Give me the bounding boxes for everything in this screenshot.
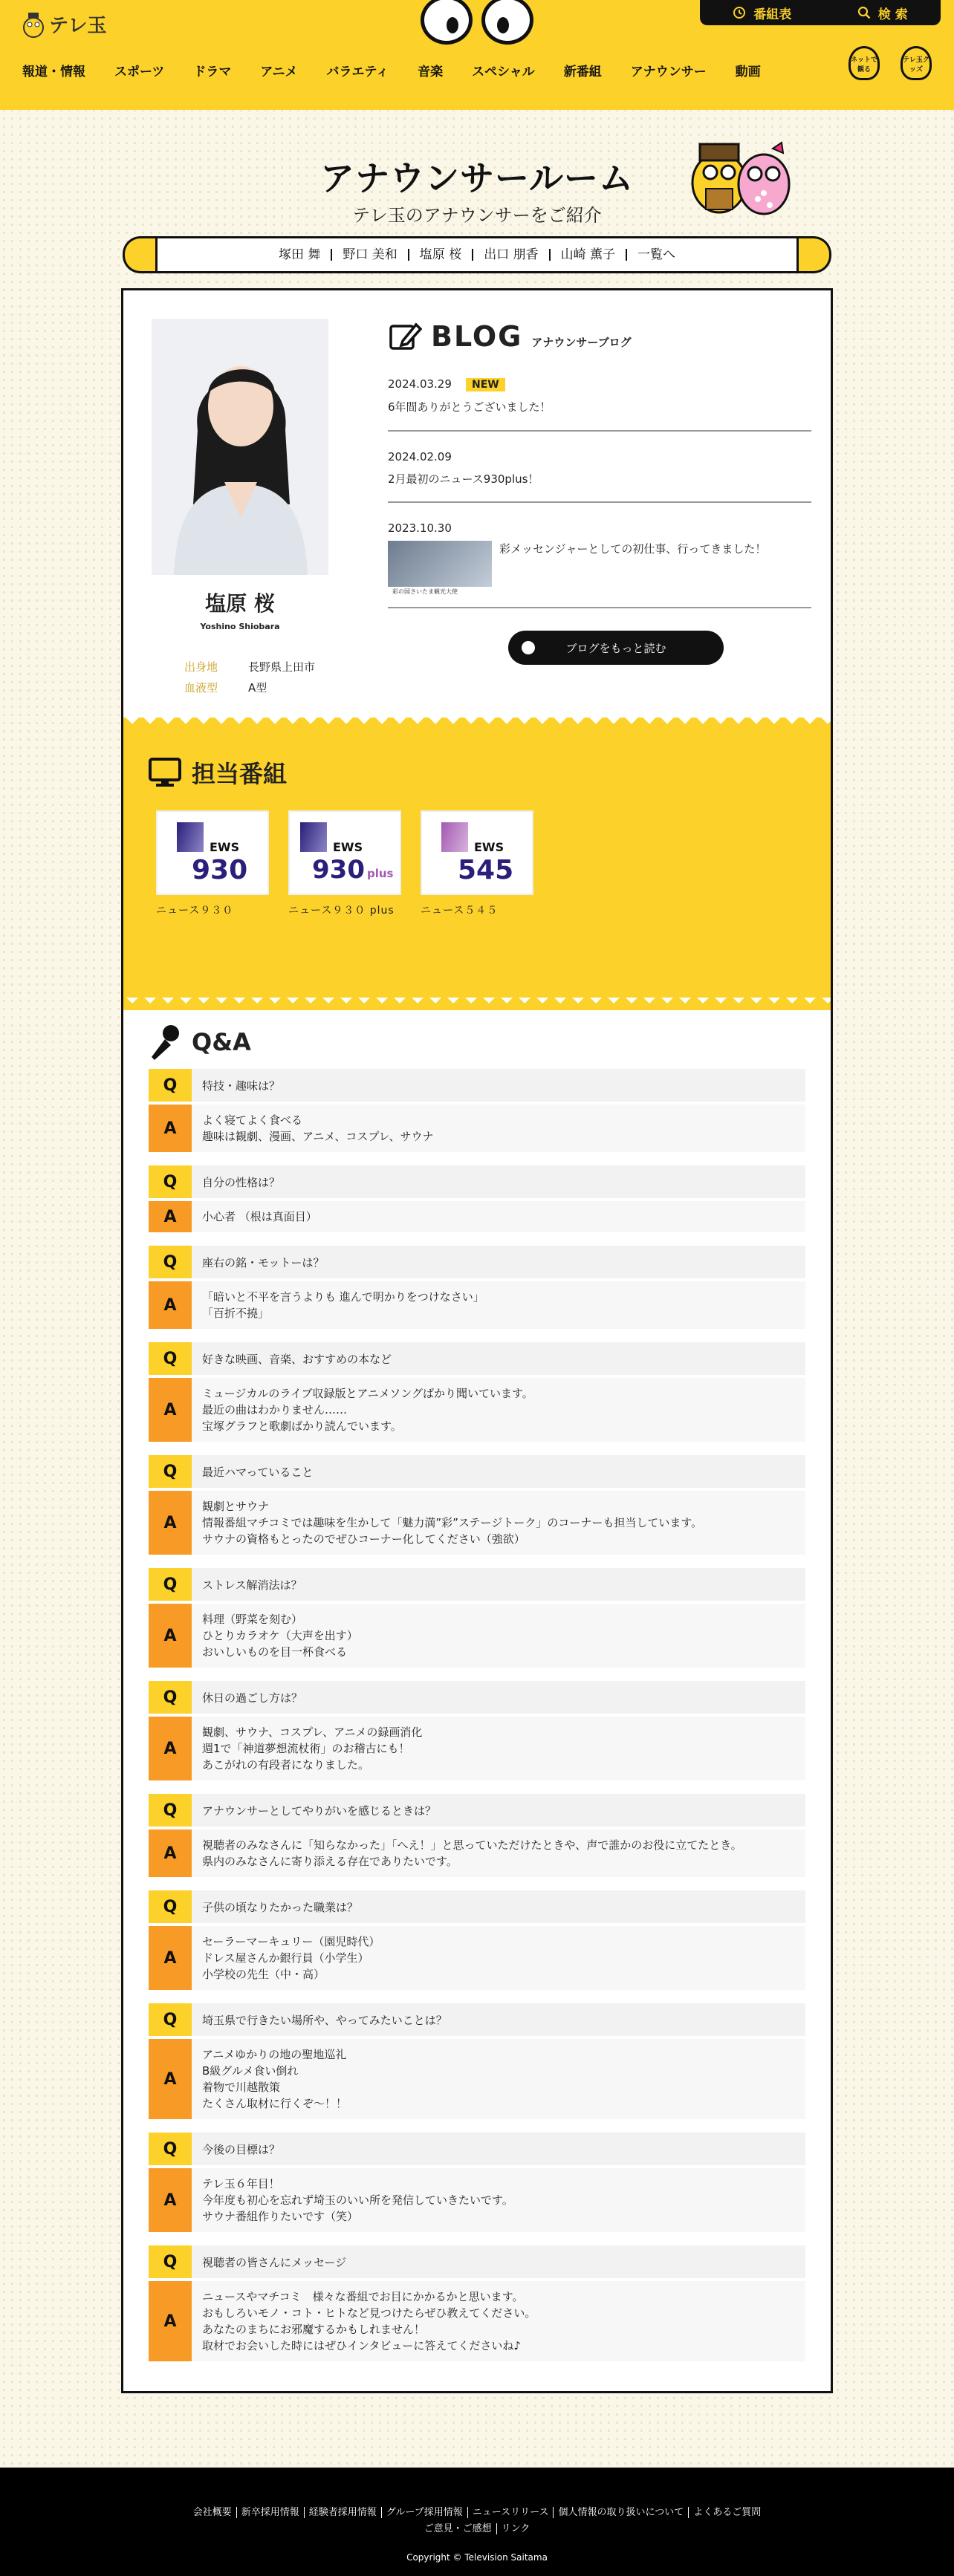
goods-link[interactable] — [901, 46, 932, 80]
announcer-photo — [152, 319, 328, 575]
announcer-mascots-illustration — [687, 131, 794, 223]
watch-online-label: ネットで観る — [851, 56, 878, 74]
footer-link-group[interactable]: グループ採用情報 — [381, 2507, 467, 2518]
tab-deguchi[interactable]: 出口 朋香 — [472, 249, 548, 261]
footer-link-news-release[interactable]: ニュースリリース — [467, 2507, 554, 2518]
blog-entry-date: 2024.02.09 — [388, 450, 452, 464]
question-text: 今後の目標は？ — [202, 2142, 281, 2156]
announcer-tab-list — [155, 236, 799, 273]
qa-section — [123, 998, 831, 2391]
programs-section — [123, 730, 831, 998]
page-title-area — [0, 110, 954, 236]
search-label: 検 索 — [877, 7, 908, 22]
footer-link-privacy[interactable]: 個人情報の取り扱いについて — [553, 2507, 688, 2518]
footer-link-new-grad[interactable]: 新卒採用情報 — [236, 2507, 304, 2518]
answer-tag: A — [149, 1926, 192, 1990]
blog-entry-date: 2023.10.30 — [388, 521, 452, 535]
question-text: アナウンサーとしてやりがいを感じるときは？ — [202, 1803, 437, 1818]
right-eye — [481, 0, 533, 45]
news-930-logo — [156, 810, 269, 895]
tabs-right-cap — [799, 236, 831, 273]
question-text: 休日の過ごし方は？ — [202, 1691, 303, 1705]
header-zigzag-border — [0, 95, 954, 110]
qa-heading — [149, 1023, 251, 1061]
blog-entry-thumbnail — [388, 541, 492, 597]
announcer-name-en: Yoshino Shiobara — [200, 622, 280, 631]
blood-type-value: A型 — [248, 681, 267, 695]
answer-tag: A — [149, 1604, 192, 1668]
nav-music[interactable]: 音楽 — [418, 65, 444, 79]
programs-title: 担当番組 — [192, 760, 288, 788]
question-text: ストレス解消法は？ — [202, 1578, 302, 1592]
question-tag: Q — [149, 1165, 192, 1198]
tab-list[interactable]: 一覧へ — [626, 249, 686, 261]
program-item[interactable] — [288, 810, 401, 917]
plus-text: plus — [367, 867, 394, 880]
question-tag: Q — [149, 2003, 192, 2036]
header-character-links — [848, 46, 932, 80]
blog-title: BLOG — [431, 320, 523, 353]
announcer-card — [121, 288, 833, 2393]
qa-item — [149, 2133, 805, 2232]
question-tag: Q — [149, 1890, 192, 1923]
footer-link-links[interactable]: リンク — [496, 2523, 535, 2534]
answer-row — [149, 1491, 805, 1555]
birthplace-label: 出身地 — [184, 660, 218, 674]
left-eye — [421, 0, 473, 45]
question-text: 好きな映画、音楽、おすすめの本など — [202, 1352, 392, 1366]
answer-tag: A — [149, 2281, 192, 2361]
qa-item — [149, 1890, 805, 1990]
question-tag: Q — [149, 1568, 192, 1601]
answer-tag: A — [149, 1491, 192, 1555]
answer-tag: A — [149, 1201, 192, 1232]
qa-list — [149, 1069, 805, 2361]
read-more-label: ブログをもっと読む — [565, 641, 666, 655]
nav-video[interactable]: 動画 — [735, 65, 761, 79]
question-tag: Q — [149, 1069, 192, 1102]
blog-entry-body — [388, 541, 811, 597]
microphone-icon — [149, 1023, 181, 1061]
nav-anime[interactable]: アニメ — [260, 65, 298, 79]
nav-new-programs[interactable]: 新番組 — [563, 65, 602, 79]
answer-row — [149, 1926, 805, 1990]
new-badge: NEW — [466, 378, 505, 391]
question-text: 座右の銘・モットーは？ — [202, 1255, 325, 1269]
answer-tag: A — [149, 2039, 192, 2119]
tab-tsukada[interactable]: 塚田 舞 — [278, 247, 321, 262]
blog-section — [388, 317, 811, 608]
n-mark — [300, 822, 327, 852]
question-tag: Q — [149, 1342, 192, 1375]
ews-text: EWS — [333, 840, 363, 854]
answer-row — [149, 1281, 805, 1329]
profile-section — [123, 290, 831, 730]
question-tag: Q — [149, 1455, 192, 1488]
footer-link-faq[interactable]: よくあるご質問 — [688, 2507, 765, 2518]
page-title: アナウンサールーム — [319, 158, 635, 198]
qa-item — [149, 1342, 805, 1442]
news-930-plus-logo — [288, 810, 401, 895]
answer-text: ニュースやマチコミ 様々な番組でお目にかかるかと思います。 おもしろいモノ・コト・ヒトなど見つけたらぜひ教えてください。 あなたのまちにお邪魔するかもしれません！ 取材でお会いした時にはぜひインタビューに答えてくださいね♪ — [202, 2290, 536, 2352]
answer-row — [149, 2039, 805, 2119]
question-row — [149, 1568, 805, 1601]
tv-monitor-icon — [149, 758, 181, 787]
program-number: 930 — [312, 855, 365, 885]
blog-header — [388, 317, 811, 353]
answer-text: 観劇とサウナ 情報番組マチコミでは趣味を生かして「魅力満”彩”ステージトーク」のコーナーも担当しています。 サウナの資格もとったのでぜひコーナー化してください（強欲） — [202, 1500, 703, 1546]
answer-tag: A — [149, 1717, 192, 1780]
answer-row — [149, 1378, 805, 1442]
question-row — [149, 1455, 805, 1488]
answer-text: 観劇、サウナ、コスプレ、アニメの録画消化 週1で「神道夢想流杖術」のお稽古にも！ あこがれの有段者になりました。 — [202, 1726, 423, 1772]
question-text: 自分の性格は？ — [202, 1175, 281, 1189]
nav-sports[interactable]: スポーツ — [114, 65, 165, 79]
n-mark — [441, 822, 468, 852]
question-row — [149, 2245, 805, 2278]
question-row — [149, 1246, 805, 1278]
question-row — [149, 2003, 805, 2036]
question-row — [149, 1794, 805, 1827]
tab-shiobara[interactable]: 塩原 桜 — [408, 249, 472, 261]
global-nav — [22, 61, 790, 79]
answer-text: 料理（野菜を刻む） ひとりカラオケ（大声を出す） おいしいものを目一杯食べる — [202, 1613, 358, 1659]
footer-link-company[interactable]: 会社概要 — [192, 2507, 232, 2518]
question-row — [149, 1165, 805, 1198]
answer-text: ミュージカルのライブ収録版とアニメソングばかり聞いています。 最近の曲はわかりません…… 宝塚グラフと歌劇ばかり読んでいます。 — [202, 1387, 533, 1433]
answer-text: よく寝てよく食べる 趣味は観劇、漫画、アニメ、コスプレ、サウナ — [202, 1113, 434, 1143]
question-row — [149, 1069, 805, 1102]
utility-bar — [700, 0, 941, 25]
question-text: 最近ハマっていること — [202, 1465, 314, 1479]
question-row — [149, 2133, 805, 2165]
birthplace-value: 長野県上田市 — [248, 660, 316, 674]
ews-text: EWS — [210, 840, 240, 854]
n-mark — [177, 822, 204, 852]
nav-special[interactable]: スペシャル — [472, 65, 535, 79]
question-text: 視聴者の皆さんにメッセージ — [202, 2255, 347, 2269]
answer-row — [149, 1201, 805, 1232]
qa-item — [149, 1069, 805, 1152]
blog-entry[interactable] — [388, 353, 811, 432]
nav-drama[interactable]: ドラマ — [193, 65, 232, 79]
programs-heading — [149, 755, 287, 790]
answer-row — [149, 1717, 805, 1780]
program-item[interactable] — [421, 810, 533, 917]
copyright: Copyright © Television Saitama — [406, 2552, 548, 2563]
question-text: 子供の頃なりたかった職業は？ — [202, 1900, 359, 1914]
announcer-name: 塩原 桜 — [205, 591, 275, 616]
answer-tag: A — [149, 1378, 192, 1442]
footer-link-experienced[interactable]: 経験者採用情報 — [304, 2507, 381, 2518]
program-guide-button[interactable] — [733, 4, 791, 22]
question-text: 埼玉県で行きたい場所や、やってみたいことは？ — [202, 2013, 447, 2027]
answer-text: セーラーマーキュリー（園児時代） ドレス屋さんか銀行員（小学生） 小学校の先生（中・高） — [202, 1935, 380, 1981]
blog-subtitle: アナウンサーブログ — [531, 336, 632, 349]
program-name: ニュース５４５ — [421, 905, 499, 917]
program-name: ニュース９３０ plus — [288, 905, 395, 917]
tabs-left-cap — [123, 236, 155, 273]
answer-text: テレ玉６年目！ 今年度も初心を忘れず埼玉のいい所を発信していきたいです。 サウナ番組作りたいです（笑） — [202, 2177, 513, 2223]
site-footer — [0, 2468, 954, 2576]
answer-text: 小心者 （根は真面目） — [202, 1210, 317, 1223]
qa-item — [149, 2245, 805, 2361]
news-545-logo — [421, 810, 533, 895]
watch-online-link[interactable] — [848, 46, 880, 80]
qa-item — [149, 1568, 805, 1668]
answer-tag: A — [149, 1829, 192, 1877]
question-tag: Q — [149, 1681, 192, 1714]
answer-row — [149, 1829, 805, 1877]
qa-item — [149, 1165, 805, 1232]
play-circle-icon — [522, 641, 535, 654]
ews-text: EWS — [474, 840, 504, 854]
answer-row — [149, 2281, 805, 2361]
program-item[interactable] — [156, 810, 269, 917]
nav-news[interactable]: 報道・情報 — [22, 65, 85, 79]
qa-item — [149, 1455, 805, 1555]
answer-text: 視聴者のみなさんに「知らなかった」「へえ！」と思っていただけたときや、声で誰かのお役に立てたとき。 県内のみなさんに寄り添える存在でありたいです。 — [202, 1838, 742, 1868]
search-icon — [857, 6, 871, 19]
qa-item — [149, 1681, 805, 1780]
logo-text: テレ玉 — [49, 15, 107, 37]
footer-links — [0, 2505, 954, 2537]
program-number: 930 — [192, 855, 248, 885]
answer-row — [149, 2168, 805, 2232]
question-tag: Q — [149, 1794, 192, 1827]
site-logo[interactable] — [22, 10, 106, 38]
site-header — [0, 0, 954, 110]
answer-text: アニメゆかりの地の聖地巡礼 B級グルメ食い倒れ 着物で川越散策 たくさん取材に行くぞ～！！ — [202, 2048, 348, 2110]
question-row — [149, 1681, 805, 1714]
blog-entry[interactable] — [388, 432, 811, 503]
blog-entry-date: 2024.03.29 — [388, 377, 452, 391]
qa-title: Q&A — [192, 1028, 251, 1056]
nav-announcer[interactable]: アナウンサー — [630, 65, 707, 79]
question-tag: Q — [149, 2133, 192, 2165]
answer-tag: A — [149, 1281, 192, 1329]
blood-type-label: 血液型 — [184, 681, 218, 695]
announcer-tabs — [123, 236, 831, 273]
goods-label: テレ玉グッズ — [903, 56, 929, 74]
blog-entry[interactable] — [388, 503, 811, 608]
nav-variety[interactable]: バラエティ — [326, 65, 389, 79]
question-tag: Q — [149, 2245, 192, 2278]
blog-entry-title: 彩メッセンジャーとしての初仕事、行ってきました！ — [499, 542, 767, 556]
blog-entry-title: 6年間ありがとうございました！ — [388, 400, 551, 414]
program-guide-label: 番組表 — [753, 7, 792, 22]
answer-tag: A — [149, 2168, 192, 2232]
question-row — [149, 1890, 805, 1923]
blog-entry-title: 2月最初のニュース930plus！ — [388, 472, 539, 486]
program-number: 545 — [458, 855, 514, 885]
mascot-eyes — [421, 0, 533, 45]
clock-icon — [733, 6, 746, 19]
tab-noguchi[interactable]: 野口 美和 — [331, 249, 407, 261]
question-row — [149, 1342, 805, 1375]
qa-item — [149, 2003, 805, 2119]
question-tag: Q — [149, 1246, 192, 1278]
thumbnail-caption: 彩の国さいたま観光大使 — [388, 587, 492, 597]
qa-item — [149, 1794, 805, 1877]
search-button[interactable] — [857, 4, 908, 22]
program-name: ニュース９３０ — [156, 905, 234, 917]
pencil-edit-icon — [388, 319, 422, 353]
teletama-mascot-icon — [22, 11, 45, 38]
qa-item — [149, 1246, 805, 1329]
answer-row — [149, 1604, 805, 1668]
question-text: 特技・趣味は？ — [202, 1079, 281, 1093]
answer-text: 「暗いと不平を言うよりも 進んで明かりをつけなさい」 「百折不撓」 — [202, 1290, 484, 1320]
answer-tag: A — [149, 1105, 192, 1152]
read-more-blog-button[interactable] — [508, 631, 724, 665]
footer-link-feedback[interactable]: ご意見・ご感想 — [424, 2523, 492, 2534]
answer-row — [149, 1105, 805, 1152]
tab-yamazaki[interactable]: 山崎 薫子 — [549, 249, 626, 261]
page-subtitle: テレ玉のアナウンサーをご紹介 — [352, 205, 602, 226]
